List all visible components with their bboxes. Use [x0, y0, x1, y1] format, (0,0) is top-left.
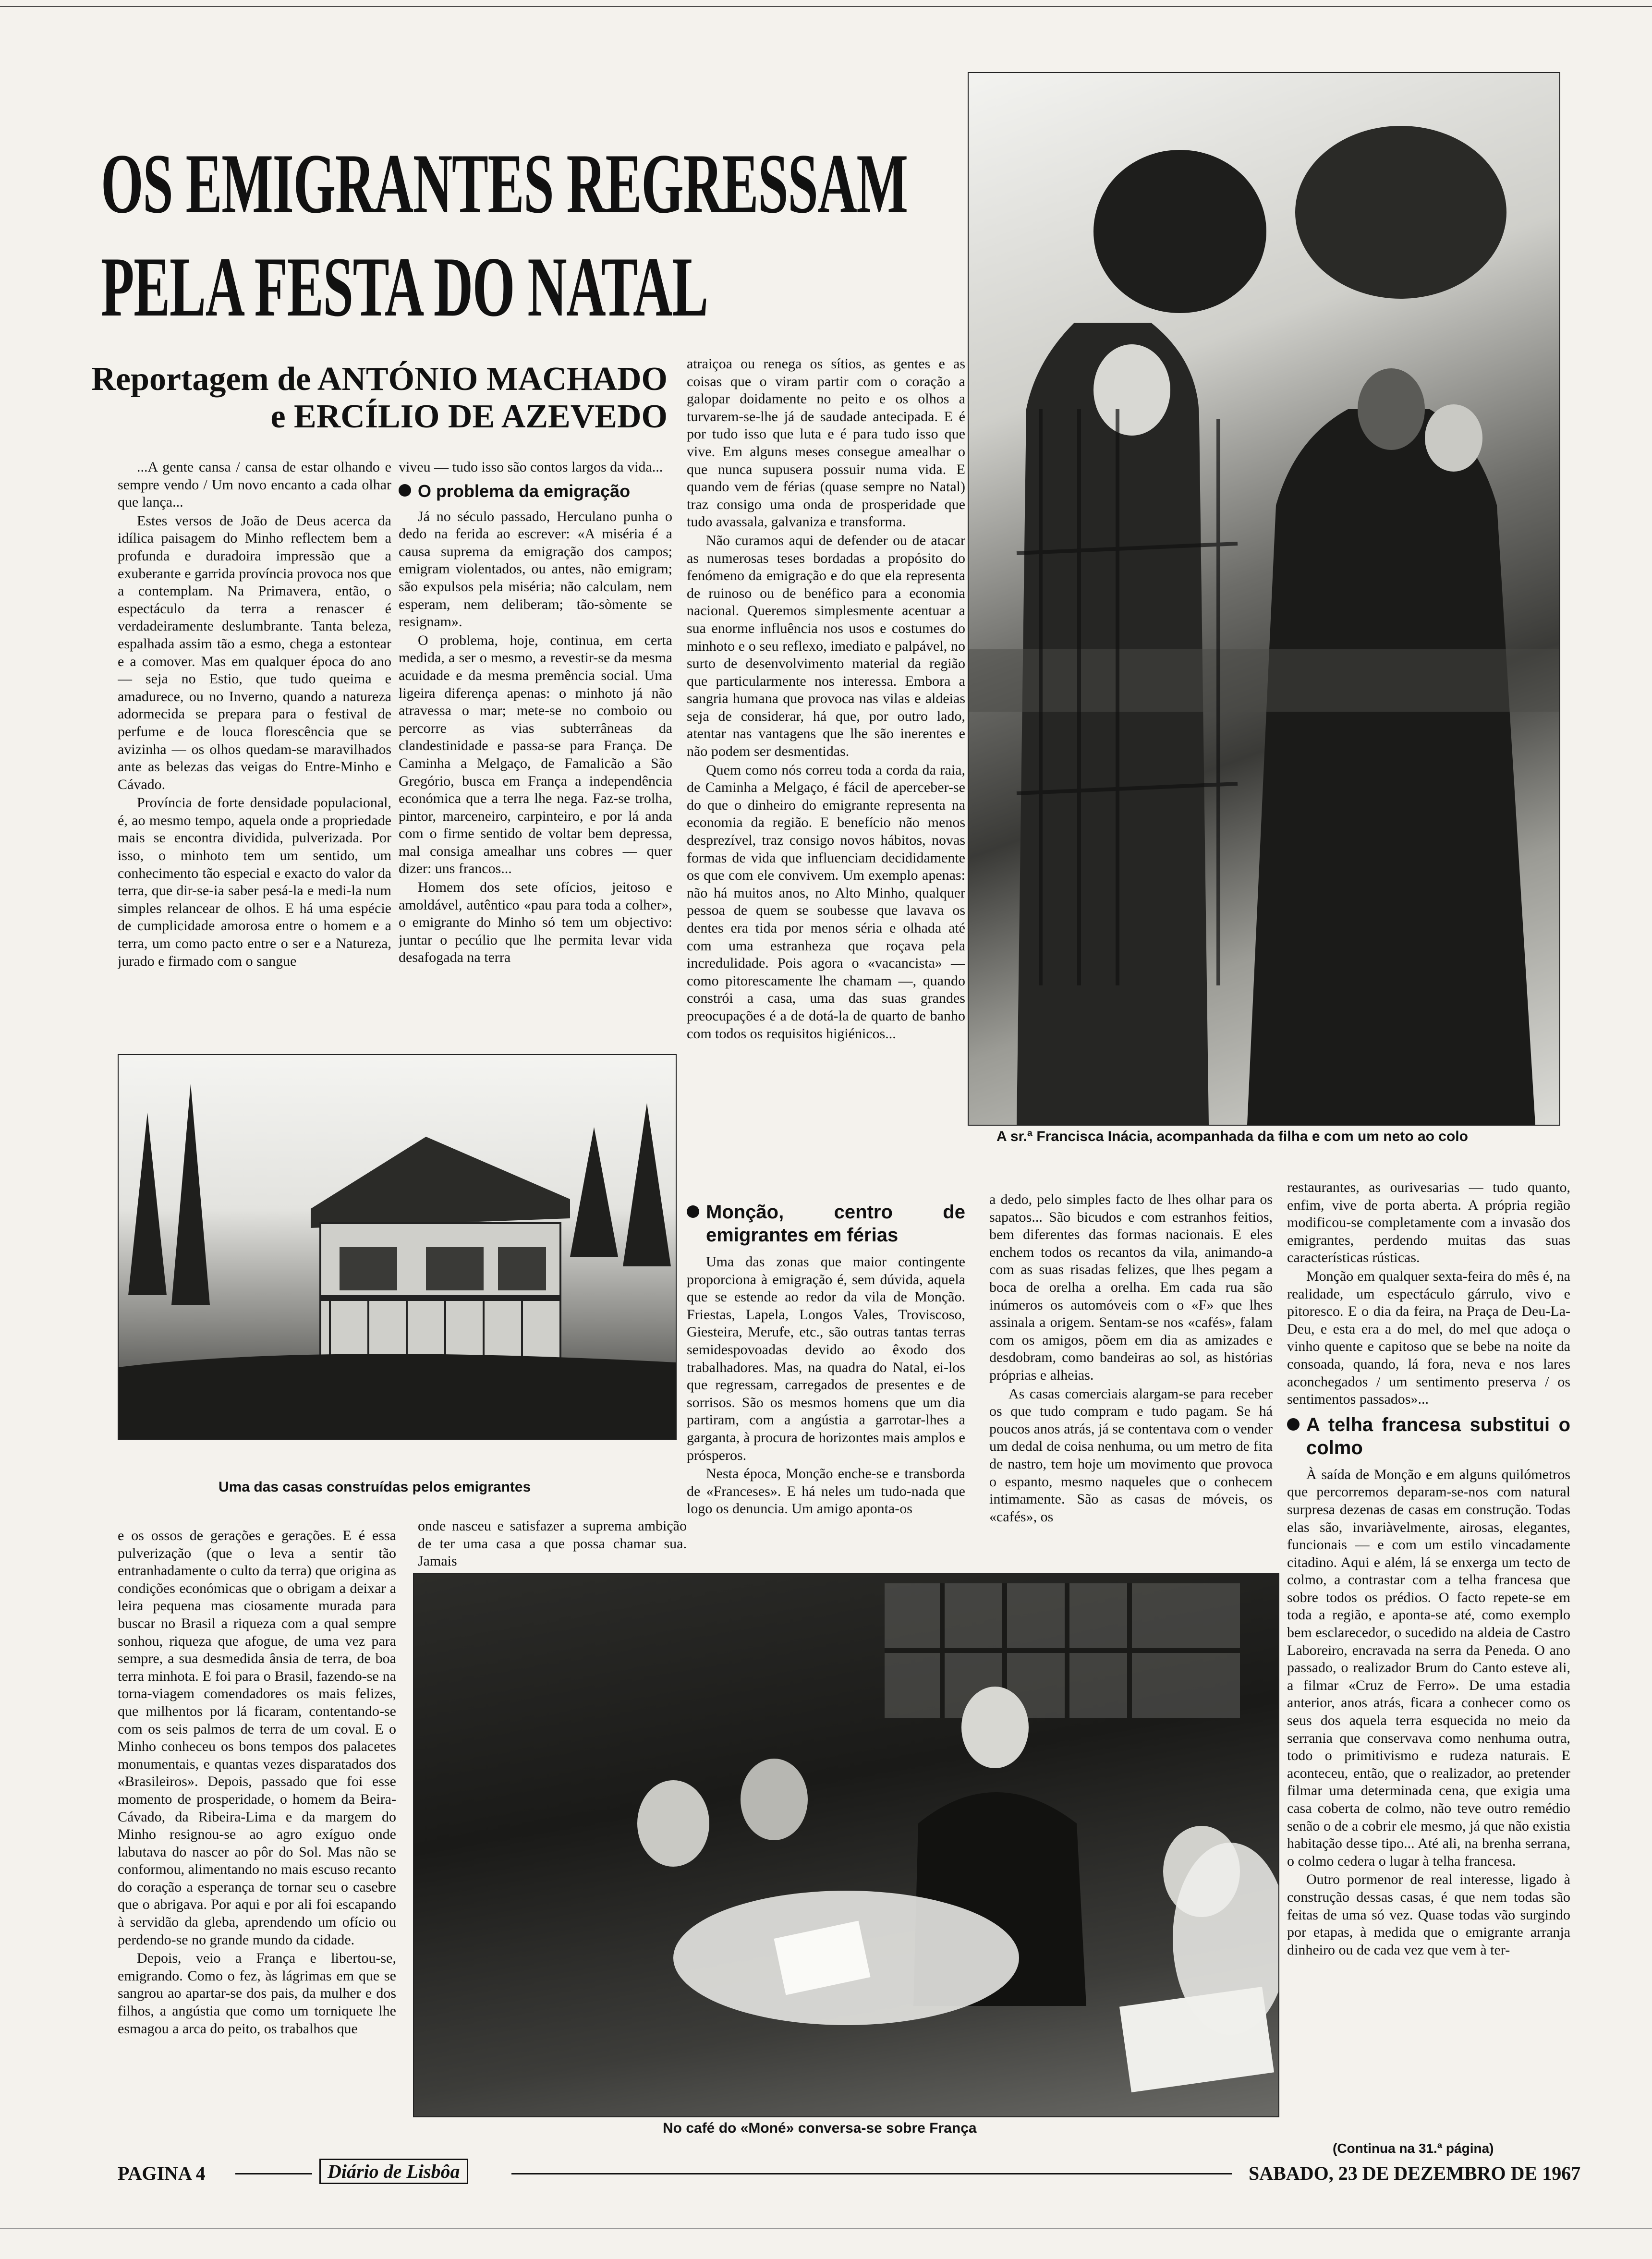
bullet-icon: [1287, 1418, 1300, 1431]
headline-line-2: PELA FESTA DO NATAL: [101, 239, 708, 334]
caption-cafe: No café do «Moné» conversa-se sobre França: [663, 2120, 977, 2136]
col4-paragraph: a dedo, pelo simples facto de lhes olhar para os sapatos... São bicudos e com estranhos feitios, bem diferentes das formas nacionais. E eles enchem todos os recantos da vila, animando-a com as suas risadas felizes, que lhes pegam a boca de orelha a orelha. Em cada rua são inúmeros os automóveis com o «F» que lhes assinala a origem. Sentam-se nos «cafés», falam com os amigos, põem em dia as amizades e desdobram, como bandeiras ao sol, as histórias próprias e alheias.: [989, 1191, 1273, 1383]
col1-paragraph: ...A gente cansa / cansa de estar olhando e sempre vendo / Um novo encanto a cada olhar que lança...: [118, 459, 391, 510]
bottom-column-1: [118, 1527, 396, 2147]
bottom1-paragraph: Depois, veio a França e libertou-se, emigrando. Como o fez, às lágrimas em que se sangrou ao apartar-se dos pais, da mulher e dos filhos, a angústia que como um torniquete lhe esmagou a arca do peito, os trabalhos que: [118, 1950, 396, 2037]
photo-house: [118, 1054, 677, 1440]
col5-paragraph: Monção em qualquer sexta-feira do mês é, na realidade, um espectáculo gárrulo, vivo e pitoresco. E o dia da feira, na Praça de Deu-La-Deu, e esta era a do mel, do mel que adoça o vinho quente e capitoso que se bebe na noite da consoada, quando, lá fora, neva e nos lares aconchegados / um sentimento preserva / os sentimentos passados»...: [1287, 1268, 1570, 1408]
column-3: [687, 355, 965, 1205]
section-heading-moncao: Monção, centro de emigrantes em férias: [687, 1201, 965, 1247]
caption-woman: A sr.ª Francisca Inácia, acompanhada da filha e com um neto ao colo: [996, 1129, 1468, 1144]
col3b-paragraph: Uma das zonas que maior contingente proporciona à emigração é, sem dúvida, aquela que se estende ao redor da vila de Monção. Friestas, Lapela, Longos Vales, Troviscoso, Giesteira, Merufe, etc., são outras tantas terras semidespovoadas devido ao êxodo dos trabalhadores. Mas, na quadra do Natal, ei-los que regressam, carregados de presentes e de sorrisos. São os mesmos homens que um dia partiram, com a angústia a garrotar-lhes a garganta, à procura de horizontes mais amplos e prósperos.: [687, 1254, 965, 1463]
footer-rule-left: [235, 2173, 312, 2174]
footer-rule-right: [511, 2173, 1232, 2174]
col4-paragraph: As casas comerciais alargam-se para receber os que tudo compram e tudo pagam. Se há poucos anos atrás, já se contentava com o vender um dedal de coisa nenhuma, ou um metro de fita de nastro, tem hoje um movimento que provoca o espanto, mesmo naqueles que o conhecem intimamente. São as casas de móveis, os «cafés», os: [989, 1385, 1273, 1525]
caption-house: Uma das casas construídas pelos emigrantes: [219, 1479, 531, 1495]
column-3b: [687, 1196, 965, 1546]
masthead-logo: Diário de Lisbôa: [319, 2159, 468, 2184]
page-number: PAGINA 4: [118, 2162, 206, 2184]
headline-line-1: OS EMIGRANTES REGRESSAM: [101, 136, 908, 231]
woman-photo-illustration: [969, 73, 1559, 1125]
issue-date: SABADO, 23 DE DEZEMBRO DE 1967: [1249, 2162, 1581, 2184]
byline-line-1: Reportagem de ANTÓNIO MACHADO: [91, 361, 668, 398]
continued-note: (Continua na 31.ª página): [1333, 2141, 1494, 2156]
photo-cafe: [413, 1573, 1279, 2117]
section-heading-telha: A telha francesa substitui o colmo: [1287, 1413, 1570, 1459]
column-4: [989, 1191, 1273, 1546]
col5-paragraph: À saída de Monção e em alguns quilómetros que percorremos deparam-se-nos com natural surpresa dezenas de casas em construção. Todas elas são, invariàvelmente, airosas, elegantes, funcionais — e com um estilo vincadamente citadino. Aqui e além, lá se enxerga um tecto de colmo, a contrastar com a telha francesa que sobre todos os prédios. O facto repete-se em toda a região, e aponta-se até, como exemplo bem esclarecedor, o sucedido na aldeia de Castro Laboreiro, encravada na serra da Peneda. O ano passado, o realizador Brum do Canto esteve ali, a filmar «Cruz de Ferro». De uma estadia anterior, anos atrás, ficara a conhecer como os seus dos aquela terra esquecida no meio da serrania que conservava como nenhuma outra, todo o primitivismo e rudeza naturais. E aconteceu, então, que o realizador, ao pretender filmar uma determinada cena, que exigia uma casa coberta de colmo, não teve outro remédio senão o de a cobrir ele mesmo, já que não existia habitação desse tipo... Até ali, na brenha serrana, o colmo cedera o lugar à telha francesa.: [1287, 1466, 1570, 1869]
house-photo-illustration: [119, 1055, 676, 1439]
col1-paragraph: Província de forte densidade populacional, é, ao mesmo tempo, aquela onde a propriedade mais se encontra dividida, pulverizada. Por isso, o minhoto tem um sentido, um conhecimento tão especial e exacto do valor da terra, que dir-se-ia saber pesá-la e medi-la num simples relancear de olhos. E há uma espécie de cumplicidade amorosa entre o homem e a terra, um como pacto entre o ser e a Natureza, jurado e firmado com o sangue: [118, 795, 391, 969]
col5-intro: restaurantes, as ourivesarias — tudo quanto, enfim, vive de porta aberta. A própria região modificou-se completamente com a invasão dos emigrantes, perdendo muitas das suas características rústicas.: [1287, 1179, 1570, 1266]
column-5: [1287, 1179, 1570, 2130]
col3-paragraph: Não curamos aqui de defender ou de atacar as numerosas teses bordadas a propósito do fenómeno da emigração e do que ela representa de ruinoso ou de benéfico para a economia nacional. Queremos simplesmente acentuar a sua enorme influência nos usos e costumes do minhoto e o seu reflexo, imediato e palpável, no surto de desenvolvimento material da região que particularmente nos interessa. Embora a sangria humana que provoca nas vilas e aldeias seja de considerar, há que, por outro lado, atentar nas vantagens que lhe são inerentes e não podem ser desmentidas.: [687, 532, 965, 760]
section-heading-problema: O problema da emigração: [399, 481, 672, 501]
top-rule: [0, 6, 1652, 7]
column-2: [399, 459, 672, 1035]
col1-paragraph: Estes versos de João de Deus acerca da idílica paisagem do Minho reflectem bem a profunda e duradoira impressão que a exuberante e garrida província provoca nos que a contemplam. Na Primavera, então, o espectáculo da terra a renascer é verdadeiramente deslumbrante. Tanta beleza, espalhada assim tão a esmo, chega a estontear e a comover. Mas em qualquer época do ano — seja no Estio, que tudo queima e amadurece, ou no Inverno, quando a natureza adormecida se prepara para o festival de perfume e de louca florescência que se avizinha — os olhos quedam-se maravilhados ante as belezas das veigas do Entre-Minho e Cávado.: [118, 512, 391, 792]
col3-paragraph: Quem como nós correu toda a corda da raia, de Caminha a Melgaço, é fácil de aperceber-se do que o dinheiro do emigrante representa na economia da região. E benefício não menos desprezível, traz consigo novos hábitos, novas formas de vida que influenciam decididamente os que com ele convivem. Um exemplo apenas: não há muitos anos, no Alto Minho, qualquer pessoa de quem se soubesse que lavava os dentes era tida por menos séria e olhada até com uma estranheza que roçava pela incredulidade. Pois agora o «vacancista» — como pitorescamente lhe chamam —, quando constrói a casa, uma das suas grandes preocupações é a de dotá-la de quarto de banho com todos os requisitos higiénicos...: [687, 762, 965, 1042]
bottom-rule: [0, 2228, 1652, 2229]
col2-paragraph: Homem dos sete ofícios, jeitoso e amoldável, autêntico «pau para toda a colher», o emigrante do Minho só tem um objectivo: juntar o pecúlio que lhe permita levar vida desafogada na terra: [399, 879, 672, 966]
photo-francisca-inacia: [968, 72, 1560, 1126]
col3-paragraph: atraiçoa ou renega os sítios, as gentes e as coisas que o viram partir com o coração a galopar doidamente no peito e os olhos a turvarem-se-lhe já de saudade antecipada. E é por tudo isso que luta e é para tudo isso que vive. Em alguns meses consegue amealhar o que nunca supusera possuir numa vida. E quando vem de férias (quase sempre no Natal) traz consigo uma onda de prosperidade que tudo avassala, galvaniza e transforma.: [687, 356, 965, 530]
byline-line-2: e ERCÍLIO DE AZEVEDO: [270, 398, 668, 435]
bottom-column-2: [418, 1518, 687, 1570]
bottom1-paragraph: e os ossos de gerações e gerações. E é essa pulverização (que o leva a sentir tão entranhadamente o culto da terra) que origina as condições económicas que o obrigam a deixar a leira pequena mas ciosamente murada para buscar no Brasil a riqueza com a qual sempre sonhou, riqueza que afogue, de uma vez para sempre, a sua desmedida ânsia de terra, de boa terra minhota. E foi para o Brasil, fazendo-se na torna-viagem comendadores os mais felizes, que milhentos por lá ficaram, contentando-se com os seis palmos de terra de um coval. E o Minho conheceu os bons tempos dos palacetes monumentais, e quantas vezes disparatados dos «Brasileiros». Depois, passado que foi esse momento de prosperidade, o homem da Beira-Cávado, da Ribeira-Lima e da margem do Minho resignou-se ao agro exíguo onde labutava do nascer ao pôr do Sol. Mas não se conformou, alimentando no mais escuso recanto do coração a esperança de tornar seu o casebre que o abrigava. Por aqui e por ali foi escapando à servidão da gleba, aprendendo um ofício ou perdendo-se no grande mundo da cidade.: [118, 1528, 396, 1948]
col2-intro: viveu — tudo isso são contos largos da vida...: [399, 459, 663, 475]
bullet-icon: [399, 484, 411, 497]
col2-paragraph: Já no século passado, Herculano punha o dedo na ferida ao escrever: «A miséria é a causa suprema da emigração dos campos; emigram violentados, ou antes, não emigram; são expulsos pela miséria; não calculam, nem esperam, nem deliberam; tão-sòmente se resignam».: [399, 508, 672, 630]
column-1: [118, 459, 391, 1035]
bullet-icon: [687, 1205, 699, 1218]
col5-paragraph: Outro pormenor de real interesse, ligado à construção dessas casas, é que nem todas são feitas de uma só vez. Quase todas vão surgindo por etapas, à medida que o emigrante arranja dinheiro ou de cada vez que vem à ter-: [1287, 1871, 1570, 1958]
col3b-paragraph: Nesta época, Monção enche-se e transborda de «Franceses». E há neles um tudo-nada que logo os denuncia. Um amigo aponta-os: [687, 1466, 965, 1517]
cafe-photo-illustration: [414, 1574, 1278, 2116]
col2-paragraph: O problema, hoje, continua, em certa medida, a ser o mesmo, a revestir-se da mesma acuidade e da mesma premência social. Uma ligeira diferença apenas: o minhoto já não atravessa o mar; mete-se no comboio ou percorre as vias subterrâneas da clandestinidade e passa-se para França. De Caminha a Melgaço, de Famalicão a São Gregório, busca em França a independência económica que a terra lhe nega. Faz-se trolha, pintor, marceneiro, carpinteiro, e por lá anda com o firme sentido de voltar bem depressa, mal consiga amealhar uns cobres — quer dizer: uns francos...: [399, 632, 672, 877]
bottom2-text: onde nasceu e satisfazer a suprema ambição de ter uma casa a que possa chamar sua. Jamais: [418, 1518, 687, 1569]
